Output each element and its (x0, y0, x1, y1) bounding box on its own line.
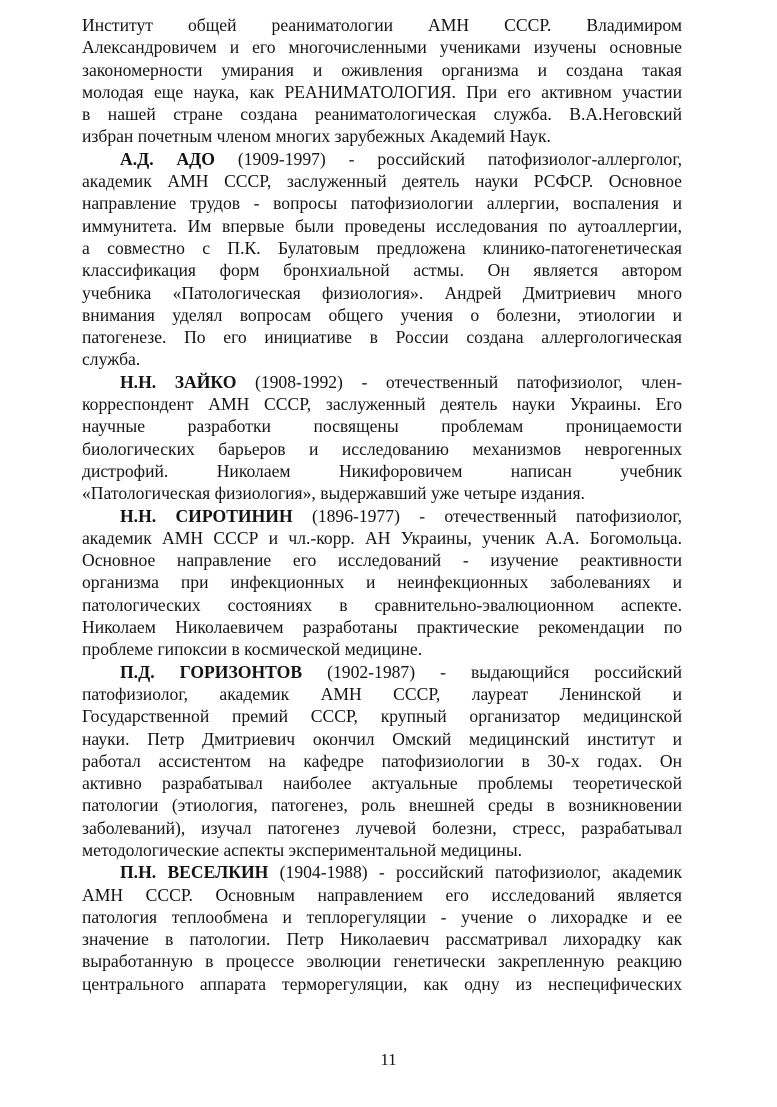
text-run: (1904-1988) - российский патофизиолог, академик (268, 862, 683, 883)
text-line: организма при инфекционных и неинфекционных заболеваниях и (82, 572, 682, 593)
person-name: П.Н. ВЕСЕЛКИН (120, 862, 269, 883)
text-line: научные разработки посвящены проблемам проницаемости (82, 416, 682, 437)
text-line: науки. Петр Дмитриевич окончил Омский медицинский институт и (82, 728, 682, 749)
text-line: дистрофий. Николаем Никифоровичем написан учебник (82, 460, 682, 481)
text-line (82, 148, 682, 170)
text-line: методологические аспекты экспериментальной медицины. (82, 839, 523, 860)
text-line: корреспондент АМН СССР, заслуженный деятель науки Украины. Его (82, 394, 682, 415)
paragraph-zaiko (82, 371, 682, 505)
text-line: академик АМН СССР, заслуженный деятель науки РСФСР. Основное (82, 171, 682, 192)
text-line: патогенезе. По его инициативе в России создана аллергологическая (82, 327, 682, 348)
text-line: значение в патологии. Петр Николаевич рассматривал лихорадку как (82, 929, 682, 950)
text-line: активно разрабатывал наиболее актуальные проблемы теоретической (82, 773, 682, 794)
person-name: П.Д. ГОРИЗОНТОВ (120, 661, 303, 682)
text-run: (1908-1992) - отечественный патофизиолог, член- (236, 371, 682, 392)
text-line: патофизиолог, академик АМН СССР, лауреат Ленинской и (82, 683, 682, 704)
text-line: Государственной премий СССР, крупный организатор медицинской (82, 706, 682, 727)
text-line: проблеме гипоксии в космической медицине. (82, 639, 423, 660)
text-line: Основное направление его исследований - изучение реактивности (82, 550, 682, 571)
paragraph-ado (82, 148, 682, 371)
text-line: академик АМН СССР и чл.-корр. АН Украины, ученик А.А. Богомольца. (82, 527, 682, 548)
text-line: в нашей стране создана реаниматологическая служба. В.А.Неговский (82, 104, 682, 125)
paragraph-sirotinin (82, 505, 682, 661)
text-line: работал ассистентом на кафедре патофизиологии в 30-х годах. Он (82, 750, 682, 771)
text-line: учебника «Патологическая физиология». Андрей Дмитриевич много (82, 282, 682, 303)
text-line: «Патологическая физиология», выдержавший уже четыре издания. (82, 483, 585, 504)
person-name: Н.Н. СИРОТИНИН (120, 505, 293, 526)
text-line: выработанную в процессе эволюции генетически закрепленную реакцию (82, 951, 682, 972)
text-run: (1909-1997) - российский патофизиолог-аллерголог, (214, 148, 682, 169)
paragraph-gorizontov (82, 661, 682, 862)
page-body (82, 14, 682, 995)
text-line (82, 371, 682, 393)
text-line: внимания уделял вопросам общего учения о болезни, этиологии и (82, 304, 682, 325)
text-line: классификация форм бронхиальной астмы. Он является автором (82, 260, 682, 281)
text-line: патологии (этиология, патогенез, роль внешней среды в возникновении (82, 795, 682, 816)
text-line: патологических состояниях в сравнительно-эвалюционном аспекте. (82, 594, 682, 615)
text-line: Николаем Николаевичем разработаны практические рекомендации по (82, 617, 682, 638)
person-name: А.Д. АДО (120, 148, 215, 169)
text-line: Институт общей реаниматологии АМН СССР. Владимиром (82, 15, 682, 35)
text-line: служба. (82, 349, 141, 370)
text-line: избран почетным членом многих зарубежных Академий Наук. (82, 126, 551, 147)
text-line: а совместно с П.К. Булатовым предложена клинико-патогенетическая (82, 237, 682, 258)
page-number: 11 (380, 1050, 397, 1069)
paragraph (82, 14, 682, 148)
person-name: Н.Н. ЗАЙКО (120, 371, 237, 392)
text-line: заболеваний), изучал патогенез лучевой болезни, стресс, разрабатывал (82, 817, 682, 838)
text-line: иммунитета. Им впервые были проведены исследования по аутоаллергии, (82, 215, 682, 236)
text-line: патология теплообмена и теплорегуляции - учение о лихорадке и ее (82, 906, 682, 927)
text-line: Александровичем и его многочисленными учениками изучены основные (82, 37, 682, 58)
text-line: закономерности умирания и оживления организма и создана такая (82, 59, 682, 80)
text-run: (1902-1987) - выдающийся российский (302, 661, 682, 682)
text-line: центрального аппарата терморегуляции, как одну из неспецифических (82, 973, 682, 994)
text-line: направление трудов - вопросы патофизиологии аллергии, воспаления и (82, 193, 682, 214)
paragraph-veselkin (82, 861, 682, 995)
text-line (82, 861, 682, 883)
text-line: АМН СССР. Основным направлением его исследований является (82, 884, 682, 905)
text-line (82, 505, 682, 527)
text-line (82, 661, 682, 683)
text-line: биологических барьеров и исследованию механизмов неврогенных (82, 438, 682, 459)
text-run: (1896-1977) - отечественный патофизиолог, (292, 505, 682, 526)
text-line: молодая еще наука, как РЕАНИМАТОЛОГИЯ. При его активном участии (82, 81, 682, 102)
